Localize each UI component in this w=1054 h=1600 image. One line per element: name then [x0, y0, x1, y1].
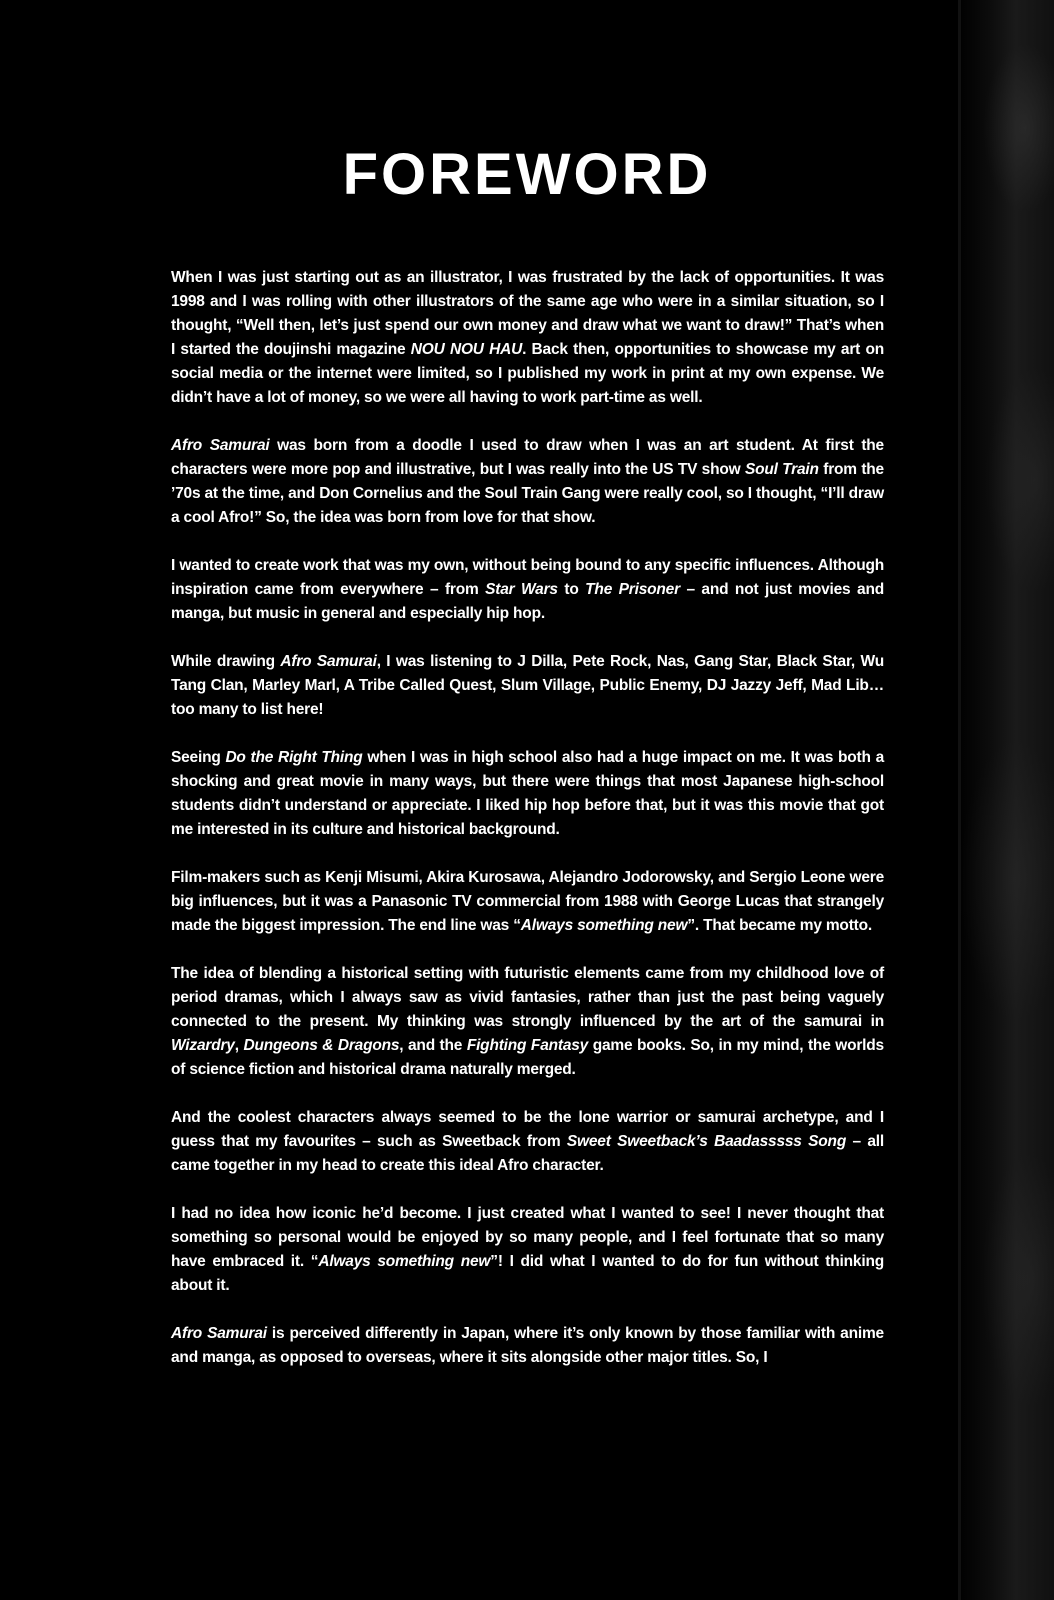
paragraph-text: – all came together in my head to create this ideal Afro character.: [171, 1133, 884, 1174]
paragraph-6: [171, 866, 884, 938]
italic-title-text: Fighting Fantasy: [466, 1037, 589, 1054]
page-edge-artwork: [958, 0, 1054, 1600]
italic-title-text: Star Wars: [485, 581, 558, 598]
paragraph-text: – and not just movies and manga, but music in general and especially hip hop.: [171, 581, 884, 622]
italic-title-text: Afro Samurai: [171, 437, 270, 454]
paragraph-text: was born from a doodle I used to draw when I was an art student. At first the characters were more pop and illustrative, but I was really into the US TV show: [171, 437, 884, 478]
italic-title-text: Afro Samurai: [171, 1325, 267, 1342]
paragraph-text: from the ’70s at the time, and Don Cornelius and the Soul Train Gang were really cool, so I thought, “I’ll draw a cool Afro!” So, the idea was born from love for that show.: [171, 461, 884, 526]
paragraph-5: [171, 746, 884, 842]
italic-title-text: Afro Samurai: [280, 653, 377, 670]
paragraph-2: [171, 434, 884, 530]
paragraph-8: [171, 1106, 884, 1178]
paragraph-text: is perceived differently in Japan, where it’s only known by those familiar with anime and manga, as opposed to overseas, where it sits alongside other major titles. So, I: [171, 1325, 884, 1366]
paragraph-text: , and the: [399, 1037, 467, 1054]
paragraph-text: The idea of blending a historical setting with futuristic elements came from my childhood love of period dramas, which I always saw as vivid fantasies, rather than just the past being vaguely connected to the present. My thinking was strongly influenced by the art of the samurai in: [171, 965, 884, 1030]
paragraph-4: [171, 650, 884, 722]
paragraph-text: ,: [234, 1037, 244, 1054]
italic-title-text: Do the Right Thing: [225, 749, 363, 766]
paragraph-7: [171, 962, 884, 1082]
paragraph-text: I had no idea how iconic he’d become. I just created what I wanted to see! I never thought that something so personal would be enjoyed by so many people, and I feel fortunate that so many have embraced it. “: [171, 1205, 884, 1270]
paragraph-text: . Back then, opportunities to showcase my art on social media or the internet were limited, so I published my work in print at my own expense. We didn’t have a lot of money, so we were all having to work part-time as well.: [171, 341, 884, 406]
paragraph-1: [171, 266, 884, 410]
page-title: FOREWORD: [342, 142, 712, 207]
paragraph-text: When I was just starting out as an illustrator, I was frustrated by the lack of opportunities. It was 1998 and I was rolling with other illustrators of the same age who were in a similar situation, so I thought, “Well then, let’s just spend our own money and draw what we want to draw!” That’s when I started the doujinshi magazine: [171, 269, 884, 358]
paragraph-text: Film-makers such as Kenji Misumi, Akira Kurosawa, Alejandro Jodorowsky, and Sergio Leone were big influences, but it was a Panasonic TV commercial from 1988 with George Lucas that strangely made the biggest impression. The end line was “: [171, 869, 884, 934]
paragraph-text: And the coolest characters always seemed to be the lone warrior or samurai archetype, and I guess that my favourites – such as Sweetback from: [171, 1109, 884, 1150]
foreword-body: [171, 266, 884, 1394]
italic-title-text: Always something new: [520, 917, 688, 934]
paragraph-text: I wanted to create work that was my own, without being bound to any specific influences. Although inspiration came from everywhere – from: [171, 557, 884, 598]
paragraph-text: ”. That became my motto.: [687, 917, 872, 934]
paragraph-text: ”! I did what I wanted to do for fun without thinking about it.: [171, 1253, 884, 1294]
paragraph-text: , I was listening to J Dilla, Pete Rock, Nas, Gang Star, Black Star, Wu Tang Clan, Marley Marl, A Tribe Called Quest, Slum Village, Public Enemy, DJ Jazzy Jeff, Mad Lib… too many to list here!: [171, 653, 884, 718]
italic-title-text: NOU NOU HAU: [410, 341, 523, 358]
paragraph-text: to: [557, 581, 586, 598]
paragraph-text: While drawing: [171, 653, 281, 670]
paragraph-text: Seeing: [171, 749, 226, 766]
paragraph-3: [171, 554, 884, 626]
italic-title-text: Wizardry: [171, 1037, 235, 1054]
italic-title-text: Always something new: [318, 1253, 491, 1270]
paragraph-text: game books. So, in my mind, the worlds of science fiction and historical drama naturally merged.: [171, 1037, 884, 1078]
paragraph-text: when I was in high school also had a huge impact on me. It was both a shocking and great movie in many ways, but there were things that most Japanese high-school students didn’t understand or appreciate. I liked hip hop before that, but it was this movie that got me interested in its culture and historical background.: [171, 749, 885, 838]
italic-title-text: Soul Train: [744, 461, 819, 478]
italic-title-text: The Prisoner: [585, 581, 680, 598]
italic-title-text: Dungeons & Dragons: [243, 1037, 400, 1054]
italic-title-text: Sweet Sweetback’s Baadasssss Song: [566, 1133, 847, 1150]
paragraph-10: [171, 1322, 884, 1370]
paragraph-9: [171, 1202, 884, 1298]
